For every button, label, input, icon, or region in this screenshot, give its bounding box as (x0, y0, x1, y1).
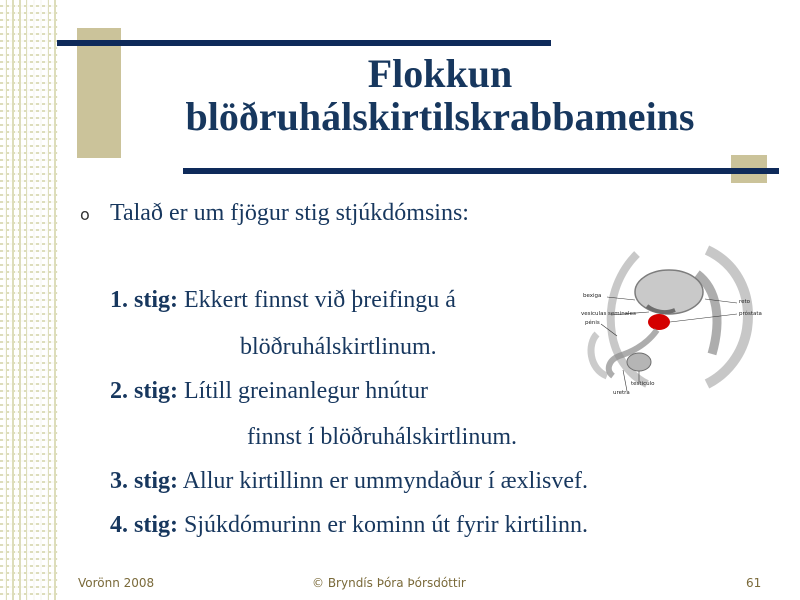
stage-3-label: 3. stig: (110, 468, 178, 494)
accent-block-left (77, 28, 121, 158)
bullet-intro-text: Talað er um fjögur stig stjúkdómsins: (110, 200, 469, 226)
slide-title-line-1: Flokkun (367, 51, 513, 96)
prostate-anatomy-illustration (577, 244, 783, 398)
title-rule-bottom (183, 168, 779, 174)
stage-2-line (110, 378, 428, 405)
stage-4-label: 4. stig: (110, 512, 178, 538)
decorative-side-pattern (0, 0, 58, 600)
stage-3-text: Allur kirtillinn er ummyndaður í æxlisvef. (182, 468, 588, 494)
footer-page-number: 61 (746, 576, 762, 590)
label-vesiculas: vesiculas seminales (581, 311, 636, 317)
footer-author: © Bryndís Þóra Þórsdóttir (312, 576, 466, 590)
stage-1-label: 1. stig: (110, 287, 178, 313)
stage-2-text: Lítill greinanlegur hnútur (184, 378, 428, 404)
stage-1-continuation: blöðruhálskirtlinum. (240, 334, 437, 360)
stage-1-line (110, 287, 456, 314)
stage-4-text: Sjúkdómurinn er kominn út fyrir kirtilinn. (184, 512, 588, 538)
label-prostata: próstata (739, 311, 762, 317)
footer-date: Vorönn 2008 (78, 576, 155, 590)
stage-3-line (110, 468, 588, 495)
label-bexiga: bexiga (583, 293, 602, 299)
slide-title-line-2: blöðruhálskirtilskrabbameins (185, 94, 695, 139)
stage-4-line (110, 512, 588, 539)
label-penis: pénis (585, 320, 600, 326)
title-rule-top (57, 40, 551, 46)
stage-2-continuation: finnst í blöðruhálskirtlinum. (247, 424, 517, 450)
stage-1-text: Ekkert finnst við þreifingu á (184, 287, 456, 313)
slide-title (120, 52, 760, 138)
label-reto: reto (739, 299, 751, 305)
label-uretra: uretra (613, 390, 630, 396)
stage-2-label: 2. stig: (110, 378, 178, 404)
label-testiculo: testiculo (631, 381, 655, 387)
bullet-circle-icon: o (80, 205, 90, 224)
